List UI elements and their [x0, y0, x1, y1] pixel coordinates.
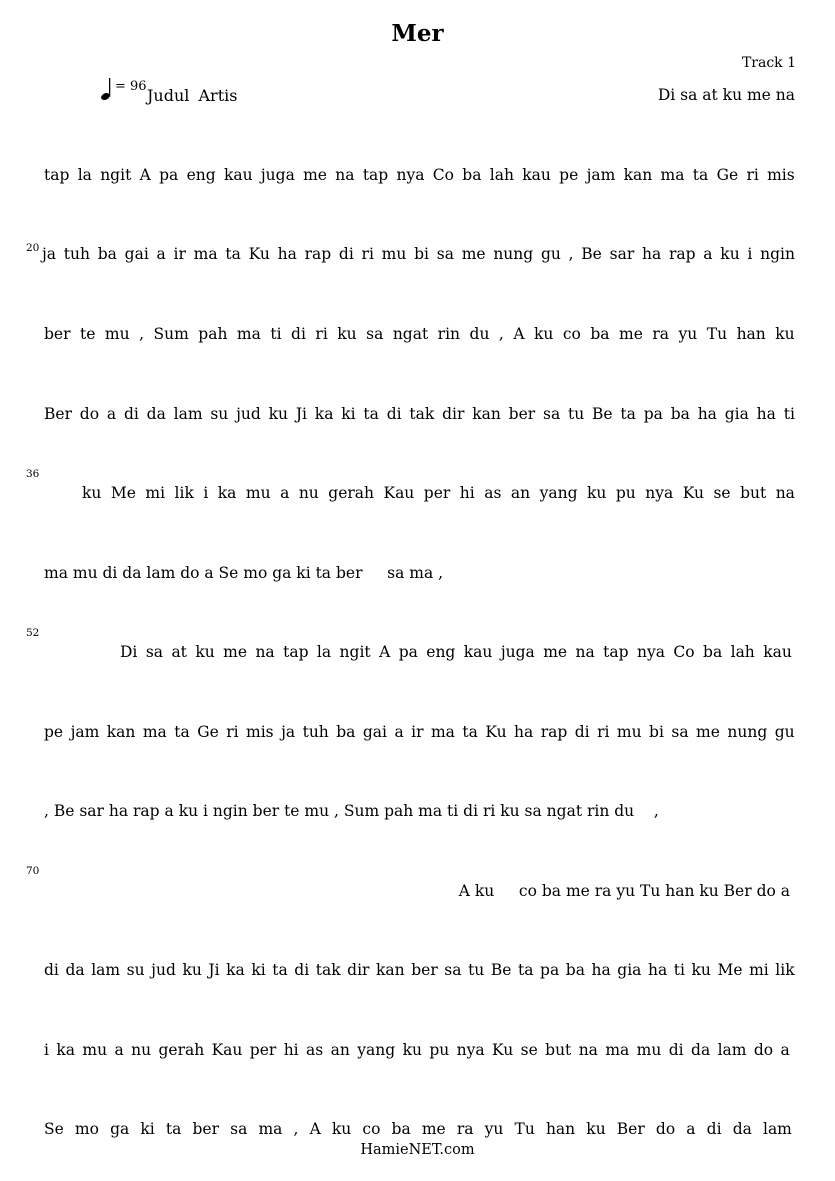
lyric-syllable: ha: [756, 405, 776, 423]
lyric-syllable: su: [210, 405, 229, 423]
lyric-syllable: ta: [165, 1120, 182, 1138]
lyric-row: [44, 1041, 790, 1063]
lyric-syllable: eng: [186, 166, 216, 184]
lyric-syllable: tuh: [63, 245, 90, 263]
lyric-syllable: ku: [691, 961, 711, 979]
lyric-row: [44, 882, 790, 904]
lyric-syllable: ku: [534, 325, 554, 343]
lyric-syllable: sa: [366, 325, 384, 343]
lyric-syllable: Ku: [248, 245, 270, 263]
lyric-line: A ku co ba me ra yu Tu han ku Ber do a: [458, 882, 790, 900]
lyric-syllable: ti: [270, 325, 282, 343]
track-label: Track 1: [741, 55, 796, 71]
lyric-syllable: ba: [462, 166, 482, 184]
lyric-syllable: sa: [436, 245, 454, 263]
lyric-syllable: Di: [120, 643, 138, 661]
measure-number: 52: [26, 627, 40, 639]
lyric-syllable: ku: [402, 1041, 422, 1059]
lyric-syllable: sa: [230, 1120, 248, 1138]
lyric-row: [44, 325, 795, 347]
lyric-syllable: A: [309, 1120, 321, 1138]
lyric-syllable: Kau: [383, 484, 415, 502]
lyric-line: ma mu di da lam do a Se mo ga ki ta ber sa ma ,: [44, 564, 444, 582]
lyric-syllable: a: [703, 245, 713, 263]
lyric-syllable: Ber: [44, 405, 72, 423]
lyric-syllable: ber: [411, 961, 438, 979]
lyric-syllable: rap: [540, 723, 568, 741]
lyric-syllable: na: [575, 643, 595, 661]
lyric-syllable: ku: [195, 643, 215, 661]
lyric-syllable: a: [156, 245, 166, 263]
lyric-syllable: Kau: [211, 1041, 243, 1059]
lyric-syllable: mi: [145, 484, 166, 502]
lyric-syllable: ha: [697, 405, 717, 423]
lyric-syllable: su: [126, 961, 145, 979]
lyric-syllable: gu: [540, 245, 561, 263]
lyric-syllable: ber: [44, 325, 71, 343]
lyric-syllable: lam: [762, 1120, 792, 1138]
lyric-syllable: me: [619, 325, 643, 343]
lyric-syllable: sa: [671, 723, 689, 741]
lyric-syllable: kau: [463, 643, 493, 661]
lyric-syllable: yu: [678, 325, 698, 343]
lyric-syllable: di: [338, 245, 354, 263]
lyric-syllable: Sum: [153, 325, 189, 343]
lyric-syllable: ku: [268, 405, 288, 423]
lyric-syllable: han: [545, 1120, 576, 1138]
lyric-syllable: Tu: [514, 1120, 535, 1138]
lyric-syllable: pah: [198, 325, 228, 343]
lyric-syllable: ba: [703, 643, 723, 661]
lyric-syllable: do: [753, 1041, 774, 1059]
lyric-syllable: ir: [173, 245, 186, 263]
lyric-syllable: ba: [336, 723, 356, 741]
lyric-syllable: tap: [362, 166, 389, 184]
lyric-syllable: gai: [124, 245, 149, 263]
lyric-row: [44, 166, 795, 188]
lyric-syllable: ku: [337, 325, 357, 343]
lyric-syllable: tak: [315, 961, 341, 979]
lyric-syllable: Be: [490, 961, 512, 979]
lyric-syllable: ma: [660, 166, 685, 184]
lyric-syllable: ri: [361, 245, 374, 263]
lyric-syllable: kau: [763, 643, 792, 661]
lyric-syllable: la: [77, 166, 92, 184]
lyric-syllable: pa: [540, 961, 560, 979]
lyric-syllable: se: [713, 484, 731, 502]
lyric-syllable: lah: [730, 643, 755, 661]
lyric-syllable: nu: [298, 484, 319, 502]
lyric-syllable: juga: [260, 166, 295, 184]
song-title-label: Judul: [147, 86, 190, 105]
lyric-row: [44, 802, 795, 824]
lyric-syllable: ku: [331, 1120, 352, 1138]
lyric-syllable: ba: [565, 961, 585, 979]
lyric-syllable: ra: [652, 325, 670, 343]
lyric-syllable: nya: [636, 643, 665, 661]
lyric-syllable: ir: [411, 723, 424, 741]
lyric-row: [44, 564, 795, 586]
lyric-syllable: hi: [459, 484, 475, 502]
lyric-syllable: gerah: [328, 484, 374, 502]
lyric-syllable: Ge: [716, 166, 739, 184]
lyric-syllable: yang: [357, 1041, 396, 1059]
lyric-row: [44, 86, 795, 108]
lyric-syllable: a: [686, 1120, 696, 1138]
lyric-syllable: ta: [272, 961, 288, 979]
lyric-syllable: as: [484, 484, 502, 502]
lyric-syllable: ma: [258, 1120, 283, 1138]
lyric-syllable: rap: [668, 245, 696, 263]
lyric-syllable: ra: [456, 1120, 474, 1138]
lyric-syllable: ka: [314, 405, 334, 423]
lyric-syllable: lik: [174, 484, 194, 502]
lyric-syllable: da: [146, 405, 166, 423]
lyric-syllable: co: [562, 325, 581, 343]
lyric-syllable: sa: [444, 961, 462, 979]
lyric-syllable: jam: [70, 723, 100, 741]
lyric-syllable: ha: [641, 245, 662, 263]
lyric-syllable: Ku: [492, 1041, 514, 1059]
lyric-syllable: ta: [363, 405, 379, 423]
lyric-syllable: nya: [396, 166, 425, 184]
lyric-syllable: di: [44, 961, 59, 979]
lyric-syllable: eng: [426, 643, 456, 661]
lyric-syllable: yang: [539, 484, 578, 502]
lyric-row: [44, 405, 795, 427]
lyric-syllable: jud: [236, 405, 261, 423]
lyric-syllable: se: [520, 1041, 538, 1059]
lyric-syllable: mu: [82, 1041, 108, 1059]
lyric-syllable: tap: [603, 643, 629, 661]
lyric-syllable: ngin: [760, 245, 795, 263]
lyric-syllable: ka: [56, 1041, 75, 1059]
lyric-syllable: mu: [381, 245, 407, 263]
lyric-syllable: kan: [472, 405, 501, 423]
lyric-syllable: a: [106, 405, 117, 423]
lyric-syllable: me: [303, 166, 327, 184]
lyric-syllable: jam: [586, 166, 616, 184]
lyric-syllable: per: [423, 484, 451, 502]
lyric-syllable: ngit: [339, 643, 371, 661]
lyric-syllable: ku: [182, 961, 202, 979]
lyric-syllable: da: [732, 1120, 752, 1138]
lyric-syllable: ti: [783, 405, 795, 423]
lyric-syllable: pa: [643, 405, 663, 423]
lyric-syllable: pa: [398, 643, 418, 661]
lyric-syllable: na: [255, 643, 275, 661]
lyric-syllable: Ku: [682, 484, 704, 502]
lyric-syllable: tap: [283, 643, 309, 661]
lyric-syllable: nya: [456, 1041, 485, 1059]
lyric-syllable: me: [421, 1120, 446, 1138]
lyric-syllable: nu: [131, 1041, 152, 1059]
lyric-syllable: gia: [724, 405, 749, 423]
lyric-syllable: gu: [774, 723, 795, 741]
lyric-syllable: an: [510, 484, 531, 502]
lyric-syllable: ki: [251, 961, 266, 979]
lyric-syllable: co: [362, 1120, 381, 1138]
lyric-syllable: bi: [649, 723, 664, 741]
lyric-syllable: kau: [223, 166, 253, 184]
lyric-syllable: tu: [568, 405, 585, 423]
lyric-syllable: gia: [617, 961, 642, 979]
lyric-syllable: rap: [304, 245, 332, 263]
lyric-syllable: ku: [587, 484, 607, 502]
lyric-syllable: ha: [514, 723, 534, 741]
lyric-syllable: ri: [597, 723, 610, 741]
lyric-syllable: mu: [636, 1041, 662, 1059]
lyric-syllable: ka: [217, 484, 237, 502]
lyric-syllable: ku: [82, 484, 102, 502]
lyric-syllable: ba: [97, 245, 117, 263]
lyric-syllable: ta: [174, 723, 190, 741]
lyric-syllable: ngit: [100, 166, 132, 184]
lyric-syllable: Me: [717, 961, 743, 979]
lyric-syllable: da: [691, 1041, 711, 1059]
lyric-syllable: ku: [775, 325, 795, 343]
footer-credit: HamieNET.com: [360, 1142, 475, 1158]
lyric-syllable: tak: [409, 405, 435, 423]
measure-number: 20: [26, 242, 40, 254]
lyric-syllable: jud: [151, 961, 176, 979]
lyric-syllable: ka: [226, 961, 245, 979]
lyric-syllable: lik: [775, 961, 795, 979]
lyric-syllable: di: [668, 1041, 684, 1059]
lyric-syllable: i: [203, 484, 209, 502]
lyric-syllable: ti: [673, 961, 685, 979]
lyric-syllable: Ji: [208, 961, 220, 979]
lyric-syllable: ja: [42, 245, 57, 263]
lyric-syllable: pu: [429, 1041, 450, 1059]
lyric-syllable: ta: [517, 961, 534, 979]
lyric-syllable: ha: [591, 961, 611, 979]
song-artist-label: Artis: [198, 86, 238, 105]
lyric-syllable: lam: [717, 1041, 747, 1059]
lyric-syllable: pe: [559, 166, 579, 184]
lyric-syllable: bi: [414, 245, 429, 263]
lyric-syllable: ,: [568, 245, 574, 263]
lyric-syllable: ri: [315, 325, 328, 343]
lyric-syllable: mu: [616, 723, 642, 741]
lyric-syllable: ku: [586, 1120, 606, 1138]
lyric-syllable: mu: [104, 325, 130, 343]
lyric-syllable: di: [123, 405, 139, 423]
lyric-syllable: tu: [468, 961, 485, 979]
lyric-syllable: per: [249, 1041, 277, 1059]
lyric-syllable: ba: [670, 405, 690, 423]
lyric-syllable: sar: [609, 245, 635, 263]
lyric-syllable: kan: [106, 723, 136, 741]
lyric-row: [82, 484, 795, 506]
lyric-syllable: Ge: [197, 723, 219, 741]
lyric-syllable: tap: [44, 166, 70, 184]
lyric-syllable: a: [280, 484, 290, 502]
lyric-syllable: an: [330, 1041, 350, 1059]
lyric-syllable: a: [114, 1041, 124, 1059]
lyric-syllable: ma: [430, 723, 455, 741]
lyric-syllable: ba: [391, 1120, 411, 1138]
lyric-syllable: ma: [605, 1041, 630, 1059]
lyric-syllable: ku: [720, 245, 740, 263]
lyric-syllable: da: [65, 961, 85, 979]
lyric-syllable: ha: [277, 245, 297, 263]
lyric-syllable: a: [394, 723, 404, 741]
lyric-syllable: mis: [767, 166, 795, 184]
lyric-syllable: ri: [226, 723, 239, 741]
lyric-syllable: nung: [727, 723, 768, 741]
lyric-syllable: rin: [437, 325, 461, 343]
measure-number: 70: [26, 865, 40, 877]
lyric-row: [44, 723, 795, 745]
lyric-syllable: pu: [615, 484, 636, 502]
lyric-syllable: as: [306, 1041, 324, 1059]
lyric-syllable: ta: [692, 166, 709, 184]
lyric-syllable: lam: [91, 961, 121, 979]
lyric-syllable: lam: [173, 405, 203, 423]
lyric-syllable: A: [139, 166, 151, 184]
lyric-syllable: mis: [246, 723, 274, 741]
lyric-syllable: dir: [347, 961, 370, 979]
lyric-syllable: mo: [74, 1120, 99, 1138]
lyric-syllable: Tu: [706, 325, 728, 343]
lyric-syllable: i: [747, 245, 753, 263]
lyric-syllable: ri: [746, 166, 759, 184]
lyric-syllable: ,: [293, 1120, 299, 1138]
lyric-row: [44, 1120, 792, 1142]
lyric-syllable: A: [379, 643, 391, 661]
lyric-syllable: Ku: [485, 723, 507, 741]
lyric-syllable: di: [291, 325, 306, 343]
lyric-syllable: i: [44, 1041, 49, 1059]
lyric-syllable: ber: [192, 1120, 219, 1138]
lyric-syllable: sa: [542, 405, 561, 423]
lyric-syllable: ja: [281, 723, 296, 741]
lyric-syllable: hi: [283, 1041, 299, 1059]
lyric-syllable: ber: [508, 405, 536, 423]
lyric-line: , Be sar ha rap a ku i ngin ber te mu , Sum pah ma ti di ri ku sa ngat rin du ,: [44, 802, 659, 820]
lyric-line: Di sa at ku me na: [657, 86, 795, 104]
lyric-syllable: yu: [484, 1120, 504, 1138]
lyric-row: [42, 245, 795, 267]
lyric-syllable: Co: [432, 166, 454, 184]
lyric-syllable: di: [294, 961, 310, 979]
lyric-syllable: mi: [749, 961, 769, 979]
lyric-syllable: ma: [236, 325, 261, 343]
lyric-syllable: gai: [362, 723, 387, 741]
lyric-syllable: do: [79, 405, 100, 423]
lyric-syllable: kan: [376, 961, 405, 979]
lyric-syllable: Ber: [616, 1120, 645, 1138]
lyric-syllable: A: [513, 325, 525, 343]
lyric-row: [44, 961, 795, 983]
lyric-syllable: di: [574, 723, 590, 741]
lyric-syllable: Ji: [295, 405, 307, 423]
lyric-syllable: Be: [581, 245, 602, 263]
lyric-syllable: nung: [493, 245, 534, 263]
lyric-syllable: Be: [592, 405, 613, 423]
lyric-syllable: na: [335, 166, 355, 184]
lyric-syllable: ma: [193, 245, 218, 263]
lyric-syllable: ma: [142, 723, 167, 741]
lyric-syllable: do: [655, 1120, 676, 1138]
lyric-syllable: ga: [110, 1120, 130, 1138]
lyric-syllable: ngat: [392, 325, 429, 343]
lyric-syllable: ,: [139, 325, 144, 343]
lyric-syllable: ki: [341, 405, 356, 423]
lyric-syllable: Me: [110, 484, 136, 502]
lyric-syllable: tuh: [302, 723, 329, 741]
lyric-syllable: te: [80, 325, 96, 343]
lyric-syllable: at: [171, 643, 187, 661]
lyric-syllable: pa: [159, 166, 179, 184]
lyric-syllable: me: [223, 643, 248, 661]
lyric-syllable: me: [543, 643, 568, 661]
lyric-syllable: Co: [673, 643, 695, 661]
lyric-row: [120, 643, 792, 665]
lyric-syllable: du: [469, 325, 490, 343]
lyric-syllable: gerah: [158, 1041, 205, 1059]
measure-number: 36: [26, 468, 40, 480]
lyric-syllable: me: [461, 245, 486, 263]
lyric-syllable: ta: [462, 723, 478, 741]
lyric-syllable: dir: [442, 405, 465, 423]
lyric-syllable: a: [780, 1041, 790, 1059]
lyric-syllable: han: [736, 325, 766, 343]
lyric-syllable: ta: [620, 405, 636, 423]
lyric-syllable: Se: [44, 1120, 64, 1138]
lyric-syllable: ha: [647, 961, 668, 979]
tempo-value: = 96: [115, 79, 147, 94]
lyric-syllable: pe: [44, 723, 64, 741]
lyric-syllable: na: [578, 1041, 598, 1059]
lyric-syllable: mu: [245, 484, 271, 502]
lyric-syllable: ba: [590, 325, 610, 343]
lyric-syllable: na: [775, 484, 795, 502]
lyric-syllable: kan: [623, 166, 653, 184]
lyric-syllable: la: [316, 643, 332, 661]
lyric-syllable: but: [545, 1041, 572, 1059]
lyric-syllable: ,: [498, 325, 504, 343]
lyric-syllable: sa: [145, 643, 164, 661]
lyric-syllable: nya: [645, 484, 674, 502]
lyric-syllable: but: [740, 484, 767, 502]
lyric-syllable: me: [696, 723, 720, 741]
lyric-syllable: kau: [522, 166, 551, 184]
lyric-syllable: juga: [500, 643, 535, 661]
lyric-syllable: ta: [225, 245, 241, 263]
lyric-syllable: lah: [489, 166, 514, 184]
lyric-syllable: ki: [140, 1120, 155, 1138]
lyric-syllable: di: [706, 1120, 722, 1138]
score-title: Mer: [391, 20, 444, 47]
lyric-syllable: di: [386, 405, 402, 423]
